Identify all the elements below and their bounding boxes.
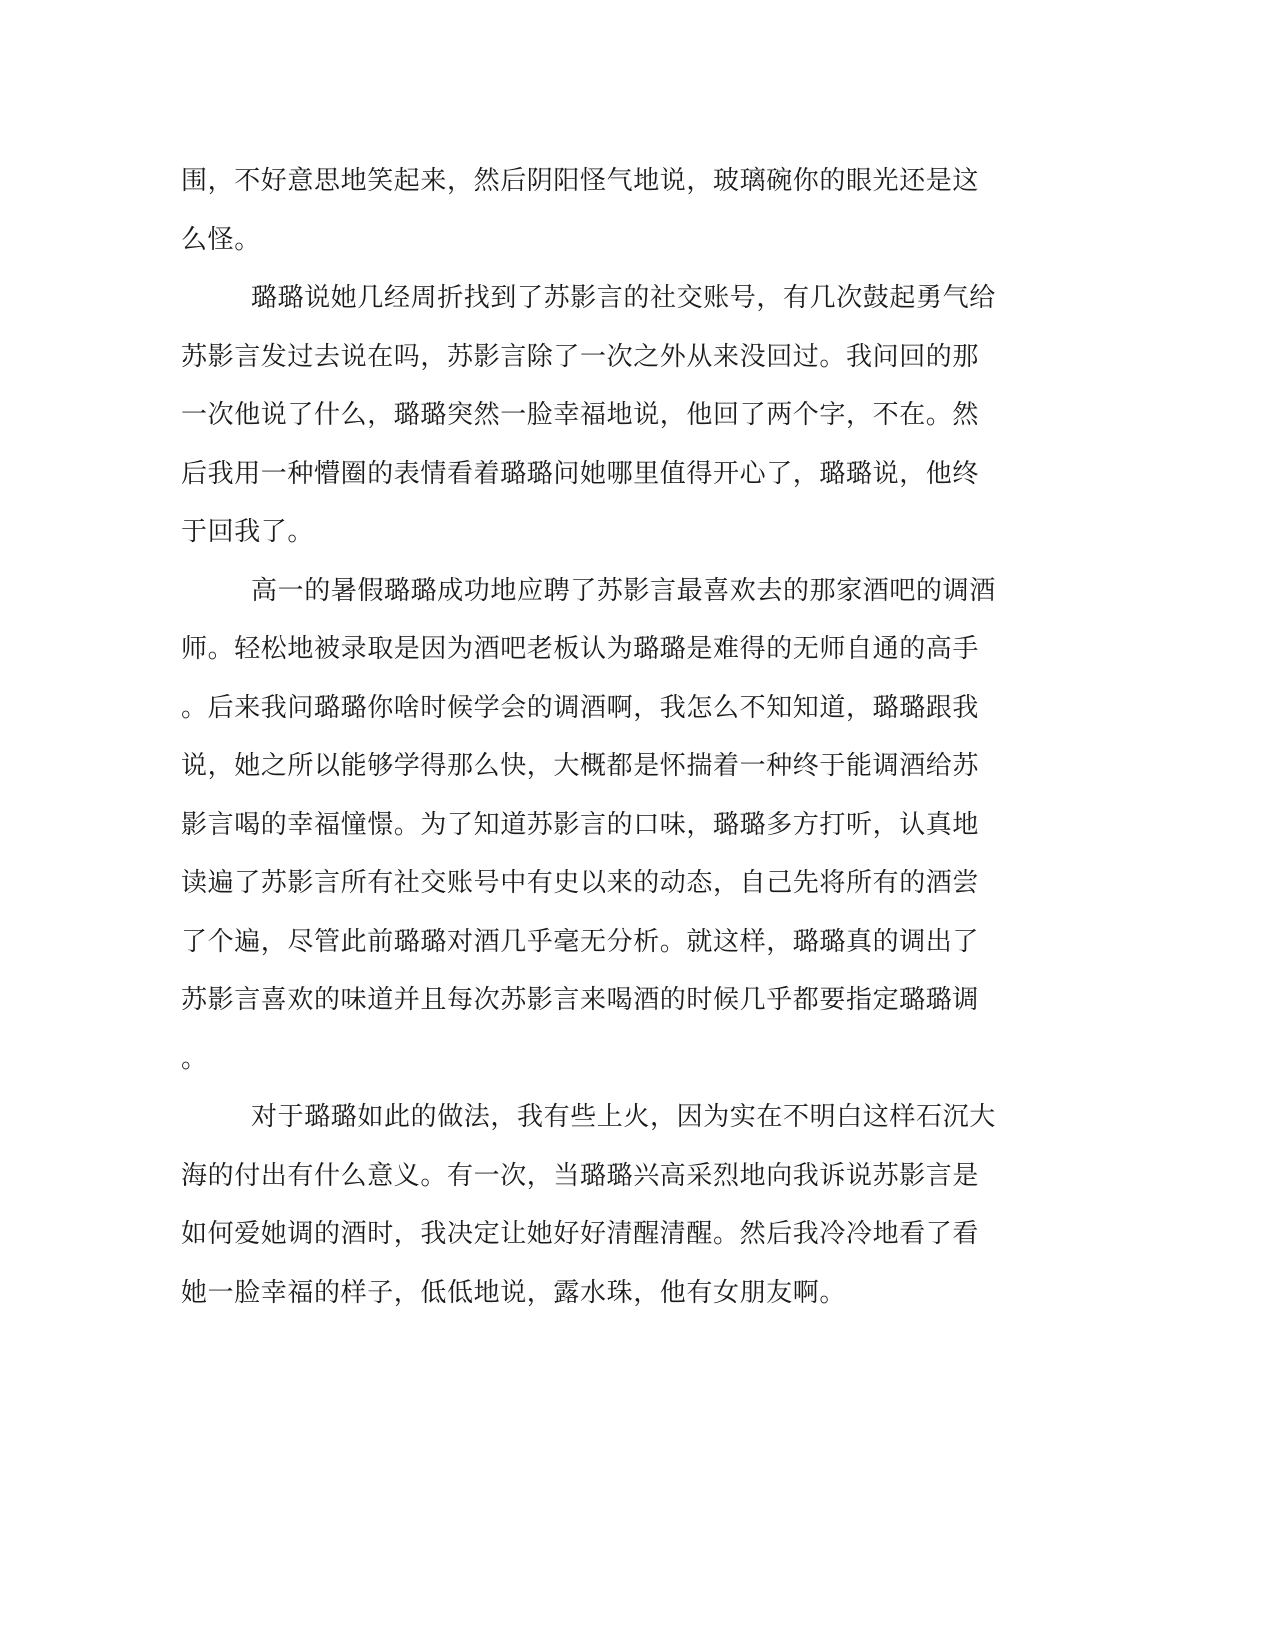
text-line: 苏影言喜欢的味道并且每次苏影言来喝酒的时候几乎都要指定璐璐调: [181, 985, 980, 1015]
text-line: 。: [181, 1043, 208, 1074]
text-line: 如何爱她调的酒时，我决定让她好好清醒清醒。然后我冷冷地看了看: [181, 1219, 980, 1249]
text-line: 了个遍，尽管此前璐璐对酒几乎毫无分析。就这样，璐璐真的调出了: [181, 926, 980, 957]
paragraph-4: [181, 1088, 1041, 1322]
text-line: 读遍了苏影言所有社交账号中有史以来的动态，自己先将所有的酒尝: [181, 868, 980, 898]
text-line: 一次他说了什么，璐璐突然一脸幸福地说，他回了两个字，不在。然: [181, 400, 980, 430]
text-line: 高一的暑假璐璐成功地应聘了苏影言最喜欢去的那家酒吧的调酒: [251, 575, 996, 606]
text-line: 么怪。: [181, 224, 261, 255]
text-line: 影言喝的幸福憧憬。为了知道苏影言的口味，璐璐多方打听，认真地: [181, 809, 980, 840]
text-line: 对于璐璐如此的做法，我有些上火，因为实在不明白这样石沉大: [251, 1102, 996, 1132]
text-line: 海的付出有什么意义。有一次，当璐璐兴高采烈地向我诉说苏影言是: [181, 1160, 980, 1191]
text-line: 后我用一种懵圈的表情看着璐璐问她哪里值得开心了，璐璐说，他终: [181, 458, 980, 489]
paragraph-2: [181, 269, 1041, 562]
body-text: [181, 152, 1041, 1322]
text-line: 璐璐说她几经周折找到了苏影言的社交账号，有几次鼓起勇气给: [251, 283, 996, 313]
paragraph-3: [181, 562, 1041, 1089]
text-line: 。后来我问璐璐你啥时候学会的调酒啊，我怎么不知知道，璐璐跟我: [181, 692, 980, 723]
text-line: 围，不好意思地笑起来，然后阴阳怪气地说，玻璃碗你的眼光还是这: [181, 166, 980, 196]
text-line: 她一脸幸福的样子，低低地说，露水珠，他有女朋友啊。: [181, 1277, 847, 1308]
text-line: 于回我了。: [181, 517, 315, 547]
text-line: 说，她之所以能够学得那么快，大概都是怀揣着一种终于能调酒给苏: [181, 751, 980, 781]
text-line: 师。轻松地被录取是因为酒吧老板认为璐璐是难得的无师自通的高手: [181, 634, 980, 664]
paragraph-1: [181, 152, 1041, 269]
text-line: 苏影言发过去说在吗，苏影言除了一次之外从来没回过。我问回的那: [181, 341, 980, 372]
